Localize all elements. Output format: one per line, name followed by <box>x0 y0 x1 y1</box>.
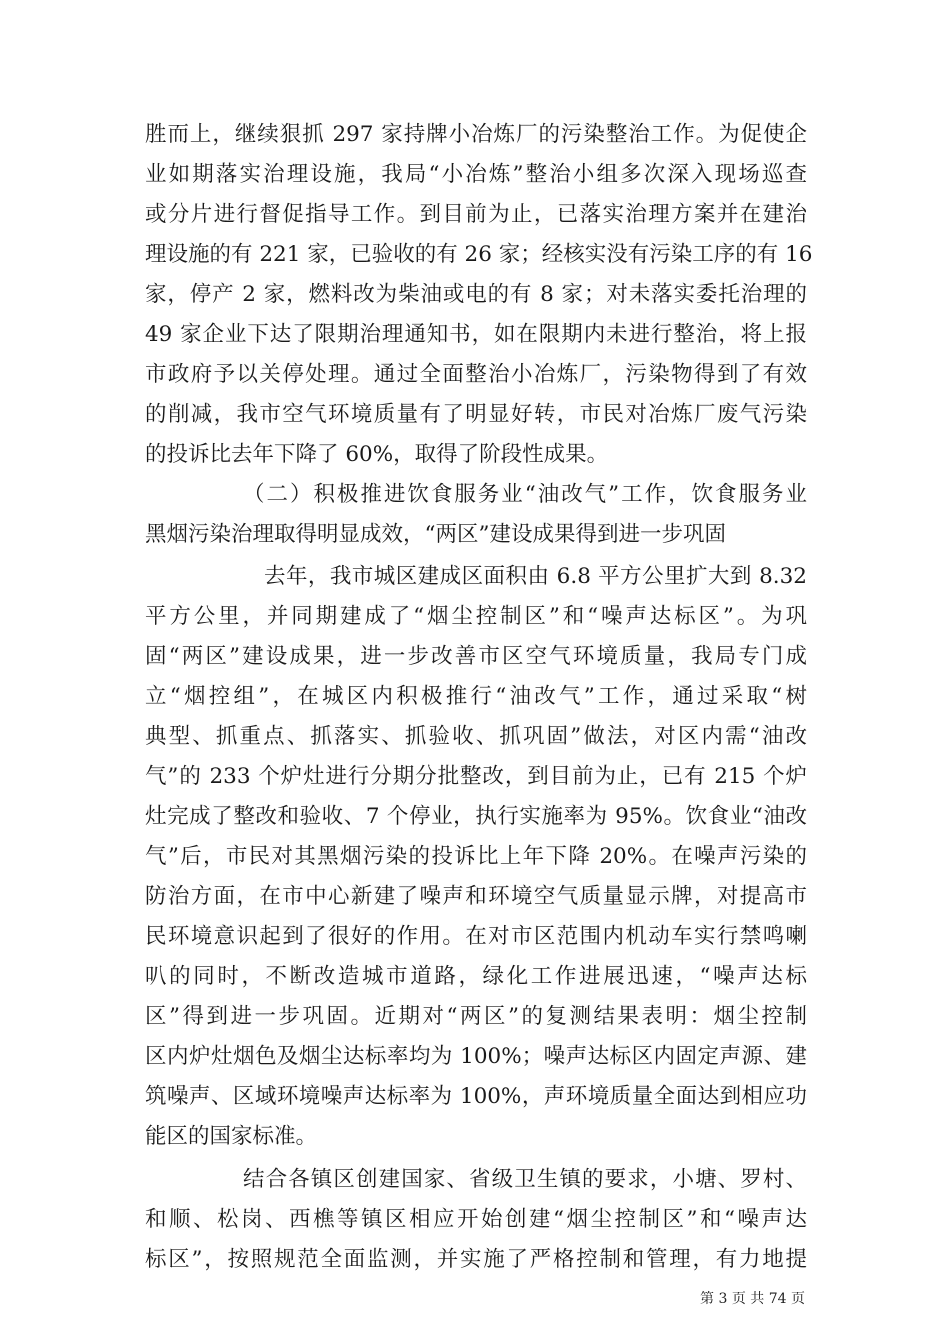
paragraph-line: 立“烟控组”，在城区内积极推行“油改气”工作，通过采取“树 <box>145 684 807 709</box>
paragraph-line: 气”后，市民对其黑烟污染的投诉比上年下降 20%。在噪声污染的 <box>145 844 807 869</box>
paragraph-line: 叭的同时，不断改造城市道路，绿化工作进展迅速，“噪声达标 <box>145 964 807 989</box>
page-number: 第 3 页 共 74 页 <box>700 1291 805 1307</box>
paragraph-line: 区”得到进一步巩固。近期对“两区”的复测结果表明：烟尘控制 <box>145 1004 807 1029</box>
paragraph-line: 能区的国家标准。 <box>145 1124 318 1149</box>
paragraph-line: 理设施的有 221 家，已验收的有 26 家；经核实没有污染工序的有 16 <box>145 242 813 267</box>
paragraph-line: 典型、抓重点、抓落实、抓验收、抓巩固”做法，对区内需“油改 <box>145 724 807 749</box>
paragraph-line: 结合各镇区创建国家、省级卫生镇的要求，小塘、罗村、 <box>243 1167 807 1192</box>
section-heading-line: （二）积极推进饮食服务业“油改气”工作，饮食服务业 <box>243 482 807 507</box>
paragraph-line: 平方公里，并同期建成了“烟尘控制区”和“噪声达标区”。为巩 <box>145 604 807 629</box>
paragraph-line: 气”的 233 个炉灶进行分期分批整改，到目前为止，已有 215 个炉 <box>145 764 807 789</box>
paragraph-line: 胜而上，继续狠抓 297 家持牌小冶炼厂的污染整治工作。为促使企 <box>145 122 807 147</box>
paragraph-line: 49 家企业下达了限期治理通知书，如在限期内未进行整治，将上报 <box>145 322 807 347</box>
paragraph-line: 区内炉灶烟色及烟尘达标率均为 100%；噪声达标区内固定声源、建 <box>145 1044 807 1069</box>
section-heading-line: 黑烟污染治理取得明显成效，“两区”建设成果得到进一步巩固 <box>145 522 726 547</box>
paragraph-line: 固“两区”建设成果，进一步改善市区空气环境质量，我局专门成 <box>145 644 807 669</box>
paragraph-line: 民环境意识起到了很好的作用。在对市区范围内机动车实行禁鸣喇 <box>145 924 807 949</box>
paragraph-line: 市政府予以关停处理。通过全面整治小冶炼厂，污染物得到了有效 <box>145 362 807 387</box>
paragraph-line: 标区”，按照规范全面监测，并实施了严格控制和管理，有力地提 <box>145 1247 807 1272</box>
paragraph-line: 业如期落实治理设施，我局“小冶炼”整治小组多次深入现场巡查 <box>145 162 807 187</box>
paragraph-line: 防治方面，在市中心新建了噪声和环境空气质量显示牌，对提高市 <box>145 884 807 909</box>
paragraph-line: 筑噪声、区域环境噪声达标率为 100%，声环境质量全面达到相应功 <box>145 1084 807 1109</box>
paragraph-line: 的削减，我市空气环境质量有了明显好转，市民对冶炼厂废气污染 <box>145 402 807 427</box>
paragraph-line: 灶完成了整改和验收、7 个停业，执行实施率为 95%。饮食业“油改 <box>145 804 807 829</box>
paragraph-line: 和顺、松岗、西樵等镇区相应开始创建“烟尘控制区”和“噪声达 <box>145 1207 807 1232</box>
paragraph-line: 的投诉比去年下降了 60%，取得了阶段性成果。 <box>145 442 609 467</box>
paragraph-line: 去年，我市城区建成区面积由 6.8 平方公里扩大到 8.32 <box>264 564 807 589</box>
paragraph-line: 家，停产 2 家，燃料改为柴油或电的有 8 家；对未落实委托治理的 <box>145 282 807 307</box>
paragraph-line: 或分片进行督促指导工作。到目前为止，已落实治理方案并在建治 <box>145 202 807 227</box>
